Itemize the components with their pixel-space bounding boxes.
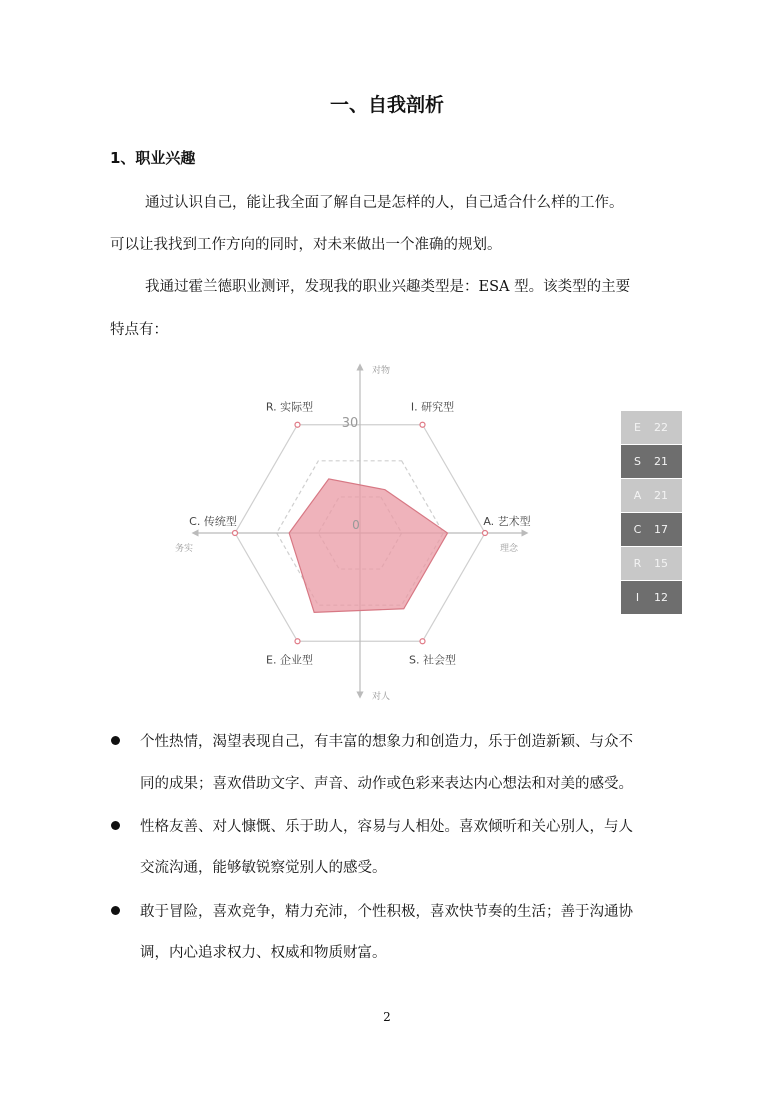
direction-label-bottom: 对人: [372, 692, 391, 700]
bullet-dot: [111, 736, 120, 745]
bullet-dot: [111, 906, 120, 915]
score-value: 21: [654, 489, 668, 502]
score-row: [621, 547, 682, 581]
paragraph-line: 可以让我找到工作方向的同时，对未来做出一个准确的规划。: [110, 237, 502, 253]
bullet-line: 调，内心追求权力、权威和物质财富。: [140, 945, 387, 961]
score-code: S: [634, 455, 641, 468]
score-value: 12: [654, 591, 668, 604]
score-row: [621, 411, 682, 445]
score-value: 21: [654, 455, 668, 468]
bullet-line: 交流沟通，能够敏锐察觉别人的感受。: [140, 860, 387, 876]
radar-axis-label: I. 研究型: [410, 400, 455, 414]
score-row: [621, 513, 682, 547]
score-code: E: [634, 421, 641, 434]
radar-axis-label: A. 艺术型: [483, 515, 531, 528]
paragraph-line: 我通过霍兰德职业测评，发现我的职业兴趣类型是：ESA 型。该类型的主要: [145, 279, 631, 295]
radar-axis-dot: [295, 639, 300, 644]
radar-axis-label: C. 传统型: [189, 515, 237, 528]
score-value: 15: [654, 557, 668, 570]
radar-axis-dot: [420, 422, 425, 427]
paragraph-line: 通过认识自己，能让我全面了解自己是怎样的人，自己适合什么样的工作。: [145, 195, 624, 211]
radar-axis-label: E. 企业型: [266, 653, 313, 667]
bullet-line: 性格友善、对人慷慨、乐于助人，容易与人相处。喜欢倾听和关心别人，与人: [140, 819, 633, 835]
radar-axis-label: S. 社会型: [409, 653, 456, 667]
score-panel: [621, 411, 682, 615]
bullet-line: 同的成果；喜欢借助文字、声音、动作或色彩来表达内心想法和对美的感受。: [140, 776, 633, 792]
score-code: C: [633, 523, 642, 536]
score-code: A: [633, 489, 642, 502]
radar-chart: [160, 355, 580, 700]
page-title: 一、自我剖析: [329, 94, 444, 116]
score-value: 22: [654, 421, 668, 434]
paragraph-line: 特点有：: [110, 322, 168, 338]
radar-scale-max: 30: [341, 416, 359, 431]
direction-label-top: 对物: [372, 366, 391, 376]
bullet-line: 个性热情，渴望表现自己，有丰富的想象力和创造力，乐于创造新颖、与众不: [140, 734, 633, 750]
page-number: 2: [383, 1010, 391, 1024]
radar-scale-min: 0: [352, 518, 360, 532]
bullet-line: 敢于冒险，喜欢竞争，精力充沛，个性积极，喜欢快节奏的生活；善于沟通协: [140, 904, 633, 920]
direction-label-right: 理念: [500, 544, 519, 554]
section-heading: 1、职业兴趣: [110, 149, 196, 167]
radar-axis-label: R. 实际型: [265, 400, 314, 414]
direction-label-left: 务实: [175, 544, 194, 554]
bullet-dot: [111, 821, 120, 830]
radar-axis-dot: [233, 531, 238, 536]
score-row: [621, 479, 682, 513]
score-row: [621, 581, 682, 615]
score-code: R: [633, 557, 642, 570]
radar-axis-dot: [483, 531, 488, 536]
radar-axis-dot: [295, 422, 300, 427]
radar-axis-dot: [420, 639, 425, 644]
score-value: 17: [654, 523, 668, 536]
score-code: I: [635, 591, 640, 604]
score-row: [621, 445, 682, 479]
